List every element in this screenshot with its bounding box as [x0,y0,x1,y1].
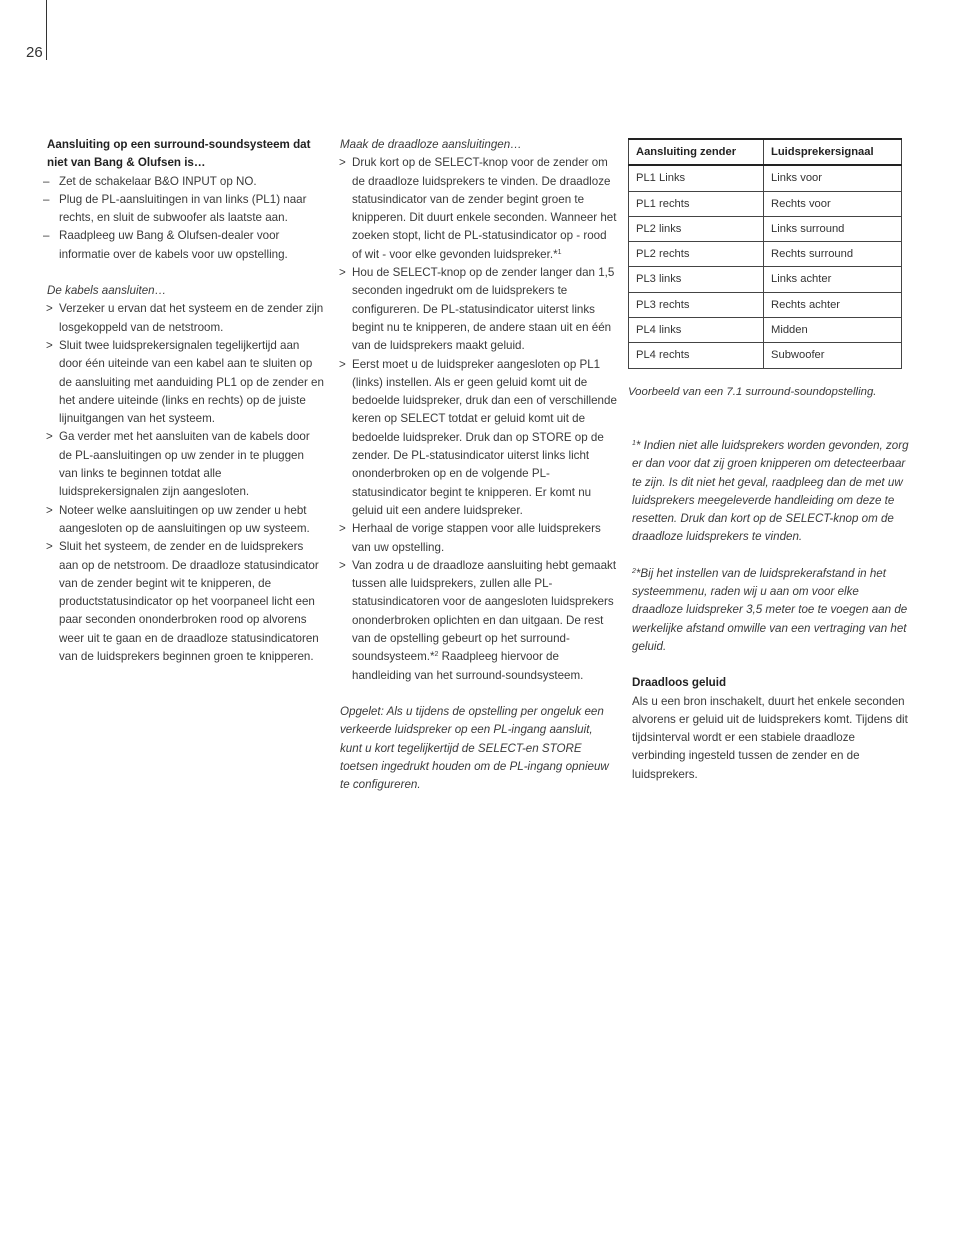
list-item: > Druk kort op de SELECT-knop voor de zender om de draadloze luidsprekers te vinden. De draadloze statusindicator van de zender begint groen te knipperen. Dit duurt enkele seconden. Wanneer het zoeken stopt, licht de PL-statusindicator op - rood of wit - voor elke gevonden luidspreker.*$^1$ [340,154,617,264]
table-row [629,267,902,292]
column-speaker-table [628,136,910,784]
table-row [629,242,902,267]
table-cell: PL4 links [629,318,764,343]
list-item: > Eerst moet u de luidspreker aangesloten op PL1 (links) instellen. Als er geen geluid komt uit de bedoelde luidspreker, druk dan een of verschillende keren op SELECT totdat er geluid komt uit de bedoelde luidspreker. Druk dan op STORE op de zender. De PL-statusindicator uiterst links licht ononderbroken op en de volgende PL-statusindicator begint te knipperen. Er komt nu geluid uit een andere luidspreker. [340,356,617,521]
wireless-steps [340,154,617,685]
surround-dash-list [47,173,324,264]
list-item: – Raadpleeg uw Bang & Olufsen-dealer voor informatie over de kabels voor uw opstelling. [47,227,324,264]
table-cell: PL2 links [629,216,764,241]
list-item: > Noteer welke aansluitingen op uw zender u hebt aangesloten op de aansluitingen op uw systeem. [47,502,324,539]
table-cell: Rechts achter [764,292,902,317]
list-item: > Sluit twee luidsprekersignalen tegelijkertijd aan door één uiteinde van een kabel aan te sluiten op de aansluiting met aanduiding PL1 op de zender en het andere uiteinde (links en rechts) op de juiste lijnuitgangen van het systeem. [47,337,324,428]
section-heading-surround: Aansluiting op een surround-soundsysteem dat niet van Bang & Olufsen is… [47,138,311,170]
table-row [629,343,902,368]
table-header-row [629,139,902,165]
table-cell: PL1 rechts [629,191,764,216]
table-cell: PL3 rechts [629,292,764,317]
table-row [629,216,902,241]
table-cell: PL3 links [629,267,764,292]
table-caption: Voorbeeld van een 7.1 surround-soundopstelling. [628,385,877,398]
table-row [629,318,902,343]
table-cell: Rechts surround [764,242,902,267]
list-item: > Sluit het systeem, de zender en de luidsprekers aan op de netstroom. De draadloze statusindicator van de zender begint wit te knipperen, de productstatusindicator op het voorpaneel licht een paar seconden ononderbroken rood op alvorens weer uit te gaan en de draadloze statusindicatoren van de luidsprekers beginnen groen te knipperen. [47,538,324,666]
list-item: – Zet de schakelaar B&O INPUT op NO. [47,173,324,191]
list-item: > Hou de SELECT-knop op de zender langer dan 1,5 seconden ingedrukt om de luidsprekers te configureren. De PL-statusindicator uiterst links begint nu te knipperen, de andere staan uit en één van de luidsprekers maakt geluid. [340,264,617,355]
table-cell: PL2 rechts [629,242,764,267]
table-cell: Midden [764,318,902,343]
wireless-sound-text: Als u een bron inschakelt, duurt het enkele seconden alvorens er geluid uit de luidsprekers komt. Tijdens dit tijdsinterval wordt er een stabiele draadloze verbinding ingesteld tussen de zender en de luidsprekers. [632,694,908,781]
table-cell: Links surround [764,216,902,241]
connect-cables-steps [47,300,324,666]
caution-note: Opgelet: Als u tijdens de opstelling per ongeluk een verkeerde luidspreker op een PL-ingang aansluit, kunt u kort tegelijkertijd de SELECT-en STORE toetsen ingedrukt houden om de PL-ingang opnieuw te configureren. [340,704,609,792]
column-surround-non-bo [47,136,324,666]
table-cell: Rechts voor [764,191,902,216]
table-row [629,191,902,216]
column-header: Luidsprekersignaal [764,139,902,165]
page-margin-rule [46,0,47,60]
table-cell: Links voor [764,165,902,191]
table-row [629,165,902,191]
footnote-2: $^2$*Bij het instellen van de luidsprekerafstand in het systeemmenu, raden wij u aan om voor elke draadloze luidspreker 3,5 meter toe te voegen aan de werkelijke afstand omwille van een vertraging van het geluid. [632,566,908,653]
subheading-wireless-connections: Maak de draadloze aansluitingen… [340,138,522,151]
page-number: 26 [26,44,43,61]
subheading-connect-cables: De kabels aansluiten… [47,284,167,298]
list-item: > Ga verder met het aansluiten van de kabels door de PL-aansluitingen op uw zender in te pluggen van links te beginnen totdat alle luidsprekersignalen zijn aangesloten. [47,428,324,501]
list-item: > Verzeker u ervan dat het systeem en de zender zijn losgekoppeld van de netstroom. [47,300,324,337]
table-cell: PL1 Links [629,165,764,191]
list-item: – Plug de PL-aansluitingen in van links (PL1) naar rechts, en sluit de subwoofer als laatste aan. [47,191,324,228]
speaker-signal-table [628,138,902,369]
footnote-1: $^1$* Indien niet alle luidsprekers worden gevonden, zorg er dan voor dat zij groen knipperen om detecteerbaar te zijn. Is dit niet het geval, raadpleeg dan de met uw luidsprekers meegeleverde handleiding om deze te resetten. Druk dan kort op de SELECT-knop om de draadloze luidsprekers te vinden. [632,438,909,544]
table-cell: PL4 rechts [629,343,764,368]
table-row [629,292,902,317]
section-heading-wireless-sound: Draadloos geluid [632,676,727,690]
table-cell: Links achter [764,267,902,292]
list-item: > Van zodra u de draadloze aansluiting hebt gemaakt tussen alle luidsprekers, zullen alle PL-statusindicatoren voor de aangesloten luidsprekers ononderbroken oplichten en dan uitgaan. De rest van de opstelling gebeurt op het surround-soundsysteem.*$^2$ Raadpleeg hiervoor de handleiding van het surround-soundsysteem. [340,557,617,685]
table-cell: Subwoofer [764,343,902,368]
list-item: > Herhaal de vorige stappen voor alle luidsprekers van uw opstelling. [340,520,617,557]
column-wireless-connections [340,136,617,794]
column-header: Aansluiting zender [629,139,764,165]
